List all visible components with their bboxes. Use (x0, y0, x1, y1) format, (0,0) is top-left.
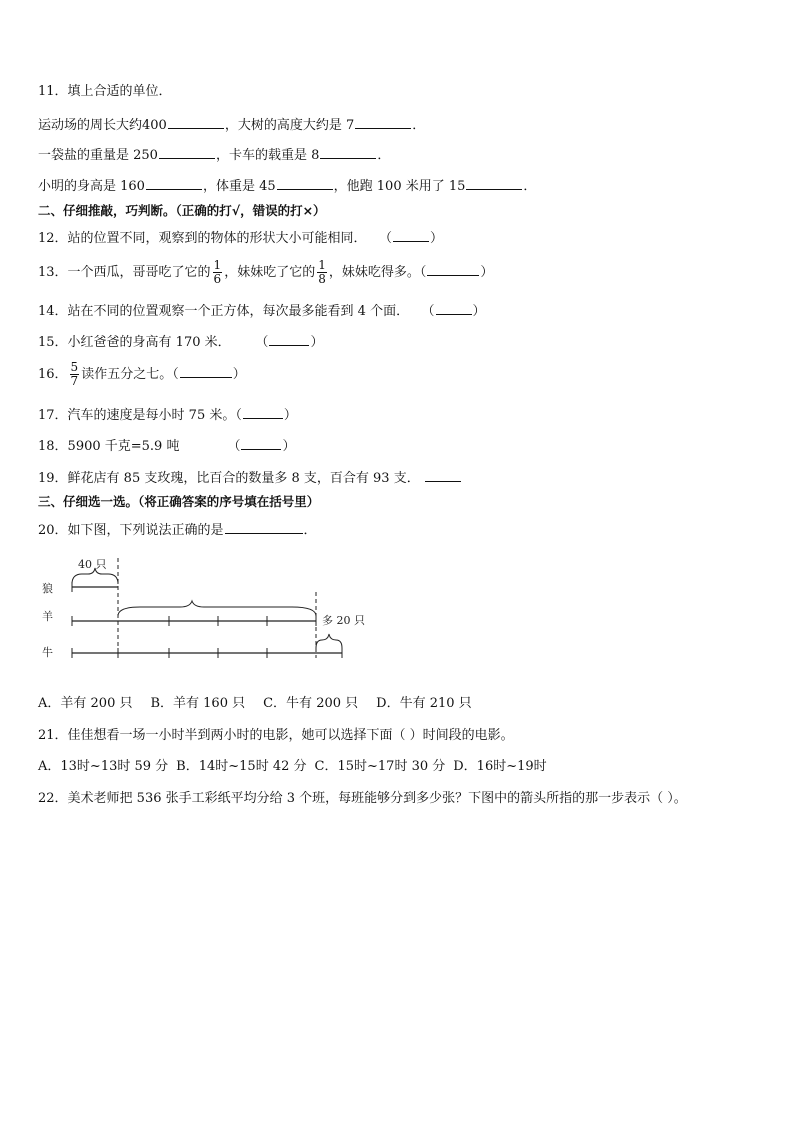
answer-blank[interactable] (243, 406, 283, 419)
question-14: 14．站在不同的位置观察一个正方体，每次最多能看到 4 个面． （ ） (38, 304, 486, 319)
q11-title-text: 11．填上合适的单位． (38, 84, 172, 99)
option-d[interactable]: D．16时~19时 (453, 759, 547, 774)
option-d[interactable]: D．牛有 210 只 (376, 696, 472, 711)
answer-blank[interactable] (225, 521, 303, 534)
option-a[interactable]: A．13时~13时 59 分 (38, 759, 169, 774)
answer-blank[interactable] (159, 146, 215, 159)
fraction-one-eighth: $\frac{1}{8}$ (318, 258, 326, 286)
question-16: 16． $\frac{5}{7}$ 读作五分之七。（ ） (38, 360, 246, 388)
label-40: 40 只 (78, 558, 107, 571)
answer-blank[interactable] (466, 177, 522, 190)
question-18: 18．5900 千克=5.9 吨 （ ） (38, 439, 296, 454)
answer-blank[interactable] (427, 263, 479, 276)
option-b[interactable]: B．羊有 160 只 (150, 696, 246, 711)
answer-blank[interactable] (393, 229, 429, 242)
question-17: 17．汽车的速度是每小时 75 米。（ ） (38, 408, 297, 423)
question-13: 13．一个西瓜，哥哥吃了它的 $\frac{1}{6}$ ，妹妹吃了它的 $\frac{1}{8}$ ，妹妹吃得多。（ ） (38, 258, 494, 286)
question-20-options (38, 696, 490, 712)
answer-blank[interactable] (355, 116, 411, 129)
option-c[interactable]: C．15时~17时 30 分 (314, 759, 446, 774)
answer-blank[interactable] (320, 146, 376, 159)
option-c[interactable]: C．牛有 200 只 (263, 696, 359, 711)
label-cow: 牛 (42, 646, 53, 659)
answer-blank[interactable] (269, 333, 309, 346)
answer-blank[interactable] (168, 116, 224, 129)
fraction-five-sevenths: $\frac{5}{7}$ (70, 360, 79, 388)
fraction-one-sixth: $\frac{1}{6}$ (213, 258, 222, 286)
answer-blank[interactable] (180, 365, 232, 378)
question-20: 20．如下图，下列说法正确的是 ． (38, 523, 317, 538)
brace-sheep (118, 601, 316, 616)
label-more-20: 多 20 只 (322, 614, 365, 627)
label-wolf: 狼 (42, 582, 53, 595)
answer-blank[interactable] (425, 469, 461, 482)
question-11-line-1: 运动场的周长大约400 ，大树的高度大约是 7 ． (38, 118, 426, 133)
line-segment-diagram (30, 552, 390, 667)
question-11-line-2: 一袋盐的重量是 250 ，卡车的载重是 8 ． (38, 148, 391, 163)
question-21-options (38, 759, 547, 775)
brace-more-20 (316, 634, 342, 648)
question-22: 22．美术老师把 536 张手工彩纸平均分给 3 个班，每班能够分到多少张？下图中的箭头所指的那一步表示（ ）。 (38, 791, 687, 806)
section-2-heading: 二、仔细推敲，巧判断。（正确的打√，错误的打×） (38, 203, 326, 218)
answer-blank[interactable] (146, 177, 202, 190)
question-19: 19．鲜花店有 85 支玫瑰，比百合的数量多 8 支，百合有 93 支． (38, 469, 462, 487)
question-21: 21．佳佳想看一场一小时半到两小时的电影，她可以选择下面（ ）时间段的电影。 (38, 728, 514, 743)
answer-blank[interactable] (241, 437, 281, 450)
answer-blank[interactable] (436, 302, 472, 315)
option-b[interactable]: B．14时~15时 42 分 (176, 759, 307, 774)
question-12: 12．站的位置不同，观察到的物体的形状大小可能相同． （ ） (38, 231, 443, 246)
answer-blank[interactable] (277, 177, 333, 190)
option-a[interactable]: A．羊有 200 只 (38, 696, 133, 711)
question-11-title (38, 84, 172, 100)
question-15: 15．小红爸爸的身高有 170 米． （ ） (38, 335, 324, 350)
section-3-heading: 三、仔细选一选。（将正确答案的序号填在括号里） (38, 494, 320, 509)
question-11-line-3: 小明的身高是 160 ，体重是 45 ，他跑 100 米用了 15 ． (38, 179, 537, 194)
label-sheep: 羊 (42, 610, 53, 623)
